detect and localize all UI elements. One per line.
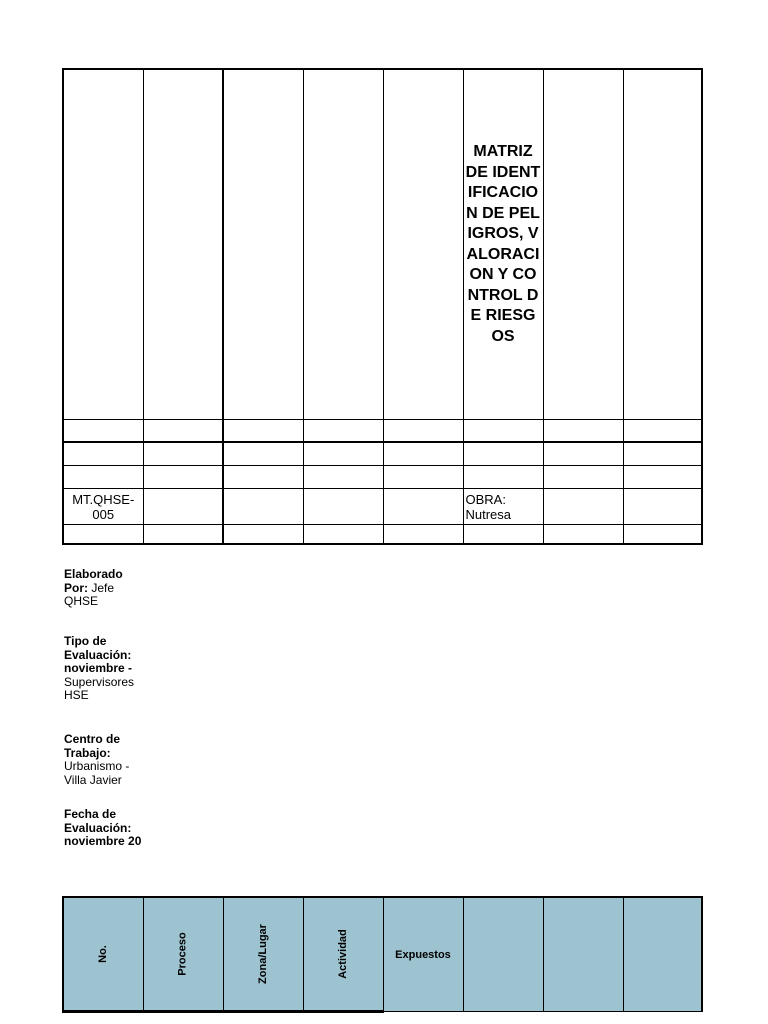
column-label: Expuestos [395, 948, 451, 961]
elaborado-por [64, 568, 144, 609]
header-matrix-table [62, 68, 703, 545]
column-header-empty [463, 897, 543, 1012]
column-label: Proceso [176, 932, 189, 976]
column-header-row [63, 897, 702, 1012]
tipo-value: Supervisores HSE [64, 674, 135, 702]
cell [383, 69, 463, 420]
column-header-no [63, 897, 143, 1012]
fecha-label: Fecha de Evaluación: noviembre 20 [64, 807, 142, 848]
column-label: Zona/Lugar [256, 924, 269, 984]
cell [303, 69, 383, 420]
column-label: Actividad [336, 929, 349, 979]
code-row [63, 489, 702, 525]
title-row [63, 69, 702, 420]
fecha-evaluacion [64, 808, 144, 849]
column-header-actividad [303, 897, 383, 1012]
centro-label: Centro de Trabajo: [64, 732, 121, 760]
centro-trabajo [64, 733, 144, 787]
table-row [63, 525, 702, 545]
table-row [63, 420, 702, 443]
tipo-evaluacion [64, 635, 144, 703]
cell [63, 69, 143, 420]
cell [543, 69, 623, 420]
elaborado-value: Jefe QHSE [64, 580, 115, 608]
document-title: MATRIZ DE IDENTIFICACION DE PELIGROS, VALORACION Y CONTROL DE RIESGOS [465, 143, 541, 345]
column-label: No. [97, 945, 110, 963]
elaborado-label: Elaborado Por: [64, 567, 123, 595]
column-header-zona-lugar [223, 897, 303, 1012]
code-cell [63, 489, 143, 525]
tipo-label: Tipo de Evaluación: noviembre - [64, 634, 133, 675]
column-header-empty [623, 897, 702, 1012]
table-row [63, 466, 702, 489]
obra-label: OBRA: Nutresa [465, 491, 512, 522]
column-header-expuestos [383, 897, 463, 1012]
table-row [63, 442, 702, 466]
cell [223, 69, 303, 420]
column-header-proceso [143, 897, 223, 1012]
centro-value: Urbanismo - Villa Javier [64, 759, 130, 787]
cell [623, 69, 702, 420]
column-header-empty [543, 897, 623, 1012]
obra-cell [463, 489, 543, 525]
document-code: MT.QHSE-005 [72, 491, 135, 522]
title-cell [463, 69, 543, 420]
column-header-table [62, 896, 703, 1013]
cell [143, 69, 223, 420]
